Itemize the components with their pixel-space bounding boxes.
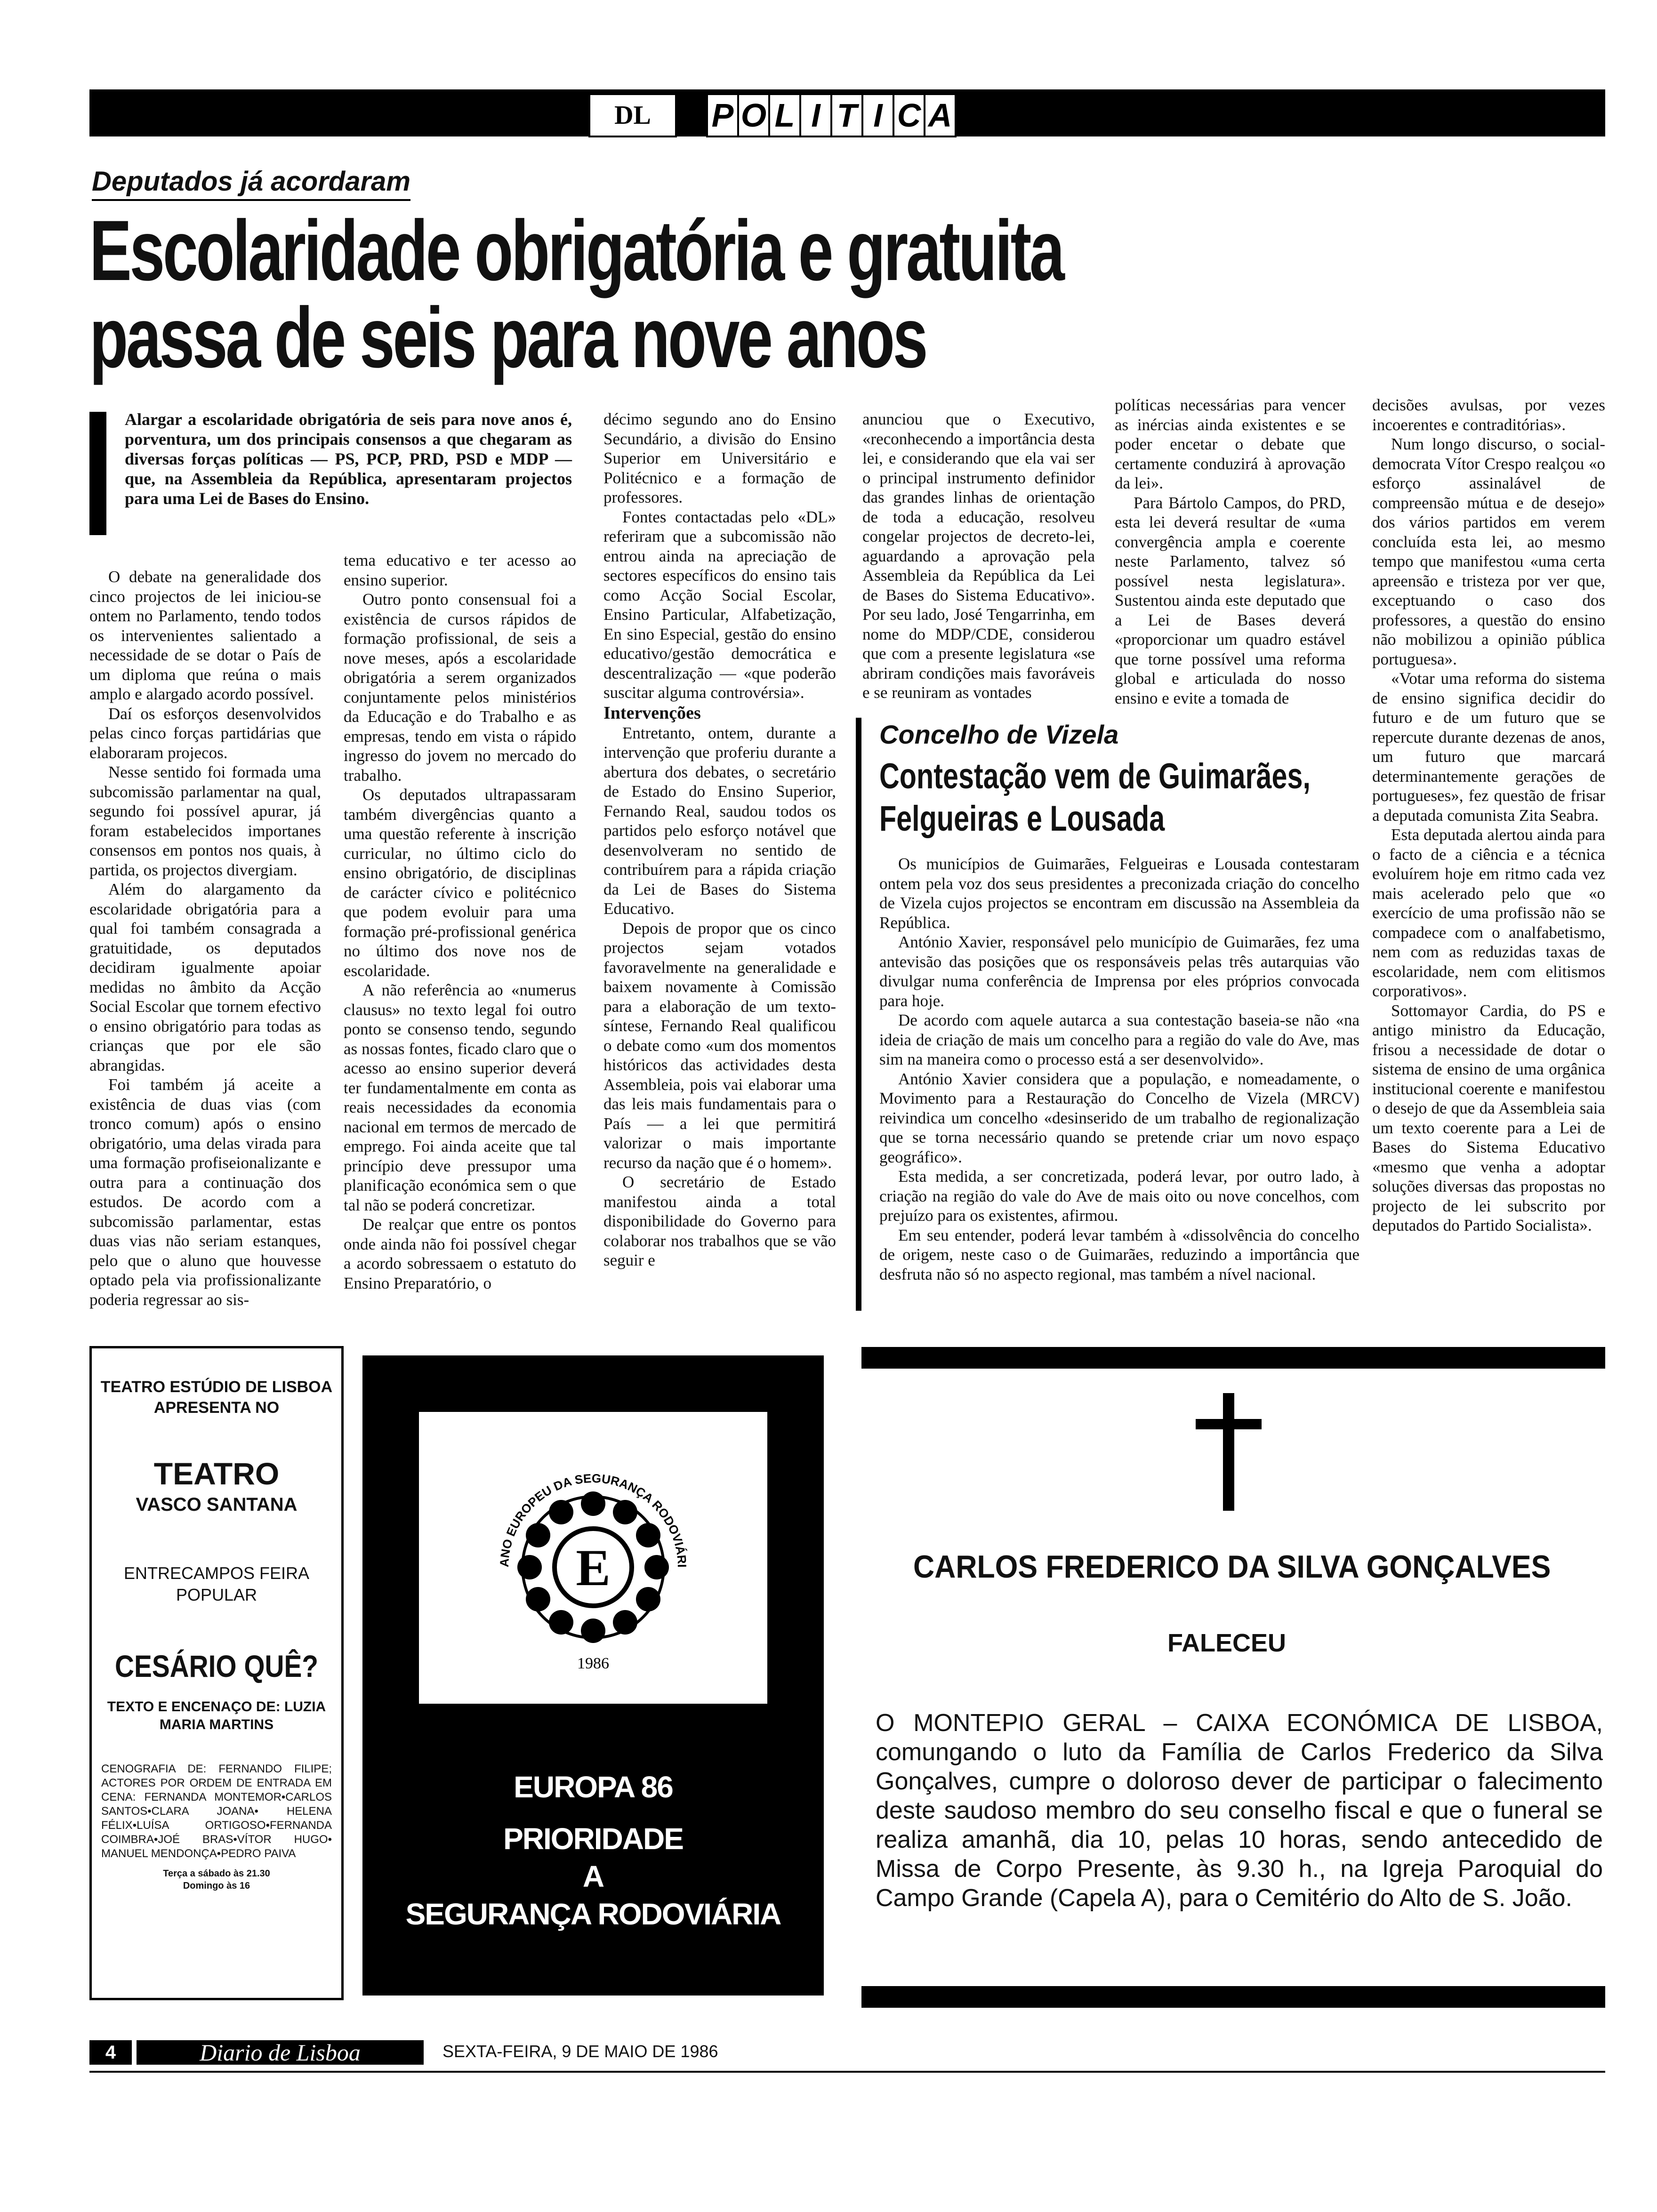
cross-icon: [1196, 1393, 1262, 1511]
paragraph: De acordo com aquele autarca a sua contestação baseia-se não «na ideia de criação de mais um concelho para a região do vale do Ave, mas sim na maneira como o processo está a ser desenvolvido».: [879, 1011, 1359, 1068]
sidebar-kicker: Concelho de Vizela: [879, 720, 1119, 749]
paragraph: António Xavier considera que a população, e nomeadamente, o Movimento para a Restauração do Concelho de Vizela (MRCV) reivindica um concelho «desinserido de um trabalho de regionalização que se torna necessário quando se pretende criar um novo espaço geográfico».: [879, 1069, 1359, 1166]
sidebar-body: [879, 854, 1359, 1284]
paragraph: De realçar que entre os pontos onde ainda não foi possível chegar a acordo sobressaem o estatuto do Ensino Preparatório, o: [344, 1215, 576, 1292]
section-letter: I: [801, 95, 832, 136]
theatre-ad-play-title: CESÁRIO QUÊ?: [114, 1649, 319, 1683]
paragraph: António Xavier, responsável pelo município de Guimarães, fez uma antevisão das posições que os responsáveis pelas três autarquias vão divulgar numa conferência de Imprensa por eles próprios convocada para hoje.: [879, 933, 1359, 1010]
section-letter: A: [928, 97, 952, 134]
road-safety-ad-line-4: SEGURANÇA RODOVIÁRIA: [405, 1897, 781, 1931]
section-letter: T: [832, 95, 863, 136]
paragraph: Fontes contactadas pelo «DL» referiram que a subcomissão não entrou ainda na apreciação de sectores específicos do ensino tais como Acção Social Escolar, Ensino Particular, Alfabetização, En sino Especial, gestão do ensino educativo/gestão democrática e descentralização — «que poderão suscitar alguma controvérsia».: [603, 507, 836, 702]
obituary-bottom-bar: [861, 1986, 1605, 2008]
article-column-2: [344, 551, 576, 1293]
paragraph: Em seu entender, poderá levar também à «dissolvência do concelho de origem, neste caso o de Guimarães, reduzindo a importância que desfruta não só no aspecto regional, mas também a nível nacional.: [879, 1226, 1359, 1283]
paragraph: Outro ponto consensual foi a existência de cursos rápidos de formação profissional, de seis a nove meses, após a escolaridade obrigatória a serem organizados conjuntamente pelos ministérios da Educação e do Trabalho e as empresas, tendo em vista o rápido ingresso do jovem no mercado do trabalho.: [344, 590, 576, 785]
headline-line-1: Escolaridade obrigatória e gratuita: [89, 202, 1063, 298]
paragraph: Foi também já aceite a existência de duas vias (com tronco comum) após o ensino obrigatório, uma delas virada para uma formação profiseionalizante e outra para a continuação dos estudos. De acordo com a subcomissão parlamentar, estas duas vias não seriam estanques, pelo que o aluno que houvesse optado pela via profissionalizante poderia regressar ao sis-: [89, 1075, 321, 1309]
article-column-6: [1372, 395, 1605, 1235]
theatre-ad-times-weekday: Terça a sábado às 21.30: [163, 1868, 270, 1879]
theatre-ad-location: ENTRECAMPOS FEIRA POPULAR: [123, 1563, 310, 1604]
theatre-ad: [89, 1346, 344, 2000]
paragraph: Nesse sentido foi formada uma subcomissão parlamentar na qual, segundo foi possível apurar, já foram estabelecidos importanes consensos em pontos nos quais, à partida, os projectos divergiam.: [89, 763, 321, 879]
road-safety-logo: [419, 1412, 767, 1704]
page-number: 4: [89, 2040, 132, 2065]
paragraph: Os deputados ultrapassaram também divergências quanto a uma questão referente à inscrição curricular, no último ciclo do ensino obrigatório, de disciplinas de carácter cívico e politécnico que podem evoluir para uma formação pré-profissional genérica no último dos nove nos de escolaridade.: [344, 785, 576, 980]
article-column-3: [603, 409, 836, 1270]
emblem-center-letter: E: [576, 1539, 611, 1596]
obituary-text: O MONTEPIO GERAL – CAIXA ECONÓMICA DE LISBOA, comungando o luto da Família de Carlos Frederico da Silva Gonçalves, cumpre o doloroso dever de participar o falecimento deste saudoso membro do seu conselho fiscal e que o funeral se realiza amanhã, dia 10, pelas 10 horas, sendo antecedido de Missa de Corpo Presente, às 9.30 h., na Igreja Paroquial do Campo Grande (Capela A), para o Cemitério do Alto de S. João.: [876, 1709, 1603, 1912]
section-letter: I: [863, 95, 894, 136]
paragraph: Depois de propor que os cinco projectos sejam votados favoravelmente na generalidade e baixem novamente à Comissão para a elaboração de um texto-síntese, Fernando Real qualificou o debate como «um dos momentos históricos das actividades desta Assembleia, pois vai elaborar uma das leis mais fundamentais para o País — a lei que permitirá valorizar o mais importante recurso da nação que é o homem».: [603, 919, 836, 1172]
paragraph: décimo segundo ano do Ensino Secundário, a divisão do Ensino Superior em Universitário e Politécnico e a formação de professores.: [603, 410, 836, 506]
emblem-year: 1986: [577, 1655, 609, 1672]
theatre-ad-presenter: TEATRO ESTÚDIO DE LISBOA APRESENTA NO: [100, 1378, 333, 1417]
paragraph: anunciou que o Executivo, «reconhecendo a importância desta lei, e considerando que ela vai ser o principal instrumento definidor das grandes linhas de orientação de toda a educação, resolveu congelar projectos de decreto-lei, aguardando a aprovação pela Assembleia da República da Lei de Bases do Sistema Educativo». Por seu lado, José Tengarrinha, em nome do MDP/CDE, considerou que com a presente legislatura «se abriram condições mais favoráveis e se reuniram as vontades: [862, 410, 1095, 702]
paragraph: decisões avulsas, por vezes incoerentes e contraditórias».: [1372, 396, 1605, 434]
obituary-name: CARLOS FREDERICO DA SILVA GONÇALVES: [913, 1549, 1551, 1585]
headline-line-2: passa de seis para nove anos: [89, 289, 926, 385]
paragraph: Além do alargamento da escolaridade obrigatória para a qual foi também consagrada a gratuitidade, os deputados decidiram igualmente apoiar medidas no âmbito da Acção Social Escolar que tornem efectivo o ensino obrigatório para todas as crianças que por ele são abrangidas.: [89, 880, 321, 1074]
paragraph: Entretanto, ontem, durante a intervenção que proferiu durante a abertura dos debates, o secretário de Estado do Ensino Superior, Fernando Real, saudou todos os partidos pelo esforço notável que desenvolveram no sentido de contribuírem para a rápida criação da Lei de Bases do Sistema Educativo.: [603, 723, 836, 918]
paragraph: O debate na generalidade dos cinco projectos de lei iniciou-se ontem no Parlamento, tendo todos os intervenientes salientado a necessidade de se dotar o País de um diploma que reúna o mais amplo e alargado acordo possível.: [89, 568, 321, 703]
sidebar-headline-line-1: Contestação vem de Guimarães,: [879, 756, 1311, 796]
masthead: Diario de Lisboa: [137, 2040, 424, 2065]
paragraph: Esta deputada alertou ainda para o facto de a ciência e a técnica evoluírem hoje em ritmo cada vez mais acelerado pelo que «o exercício de uma profissão não se compadece com o analfabetismo, nem com as reduzidas taxas de escolaridade, nem com elitismos corporativos».: [1372, 825, 1605, 1000]
road-safety-ad-line-2: PRIORIDADE: [503, 1822, 683, 1856]
paragraph: Esta medida, a ser concretizada, poderá levar, por outro lado, à criação na região do vale do Ave de mais oito ou nove concelhos, com prejuízo para os existentes, afirmou.: [879, 1167, 1359, 1225]
article-lead: Alargar a escolaridade obrigatória de seis para nove anos é, porventura, um dos principais consensos a que chegaram as diversas forças políticas — PS, PCP, PRD, PSD e MDP — que, na Assembleia da República, apresentaram projectos para uma Lei de Bases do Ensino.: [125, 410, 572, 508]
issue-date: SEXTA-FEIRA, 9 DE MAIO DE 1986: [442, 2042, 718, 2061]
paragraph: Os municípios de Guimarães, Felgueiras e Lousada contestaram ontem pela voz dos seus presidentes a preconizada criação do concelho de Vizela cujos projectos se encontram em discussão na Assembleia da República.: [879, 855, 1359, 932]
paragraph: políticas necessárias para vencer as inércias ainda existentes e se poder encetar o debate que certamente conduzirá à aprovação da lei».: [1115, 396, 1345, 492]
road-safety-ad-line-3: A: [582, 1859, 604, 1893]
obituary-top-bar: [861, 1347, 1605, 1369]
article-column-4: [862, 409, 1095, 703]
emblem-ring-text: ANO EUROPEU DA SEGURANÇA RODOVIÁRI: [497, 1471, 690, 1568]
theatre-ad-author: TEXTO E ENCENAÇO DE: LUZIA MARIA MARTINS: [107, 1699, 326, 1732]
sidebar-bar: [856, 718, 861, 1311]
article-kicker: Deputados já acordaram: [92, 166, 410, 201]
section-letter: P: [708, 95, 739, 136]
dl-logo: DL: [588, 93, 677, 137]
lead-initial-bar: [89, 412, 106, 535]
road-safety-ad-line-1: EUROPA 86: [514, 1770, 673, 1804]
paragraph: «Votar uma reforma do sistema de ensino significa decidir do futuro e de um futuro que se repercute durante dezenas de anos, um futuro que marcará determinantemente gerações de portugueses», fez questão de frisar a deputada comunista Zita Seabra.: [1372, 669, 1605, 825]
paragraph: Sottomayor Cardia, do PS e antigo ministro da Educação, frisou a necessidade de dotar o sistema de ensino de uma orgânica institucional coerente e manifestou o desejo de que da Assembleia saia um texto coerente para a Lei de Bases do Sistema Educativo «mesmo que venha a adoptar soluções diversas das propostas no projecto de lei subscrito por deputados do Partido Socialista».: [1372, 1001, 1605, 1234]
paragraph: Daí os esforços desenvolvidos pelas cinco forças partidárias que elaboraram projecos.: [89, 704, 321, 762]
theatre-ad-venue: TEATRO: [153, 1456, 280, 1491]
paragraph: Para Bártolo Campos, do PRD, esta lei deverá resultar de «uma convergência ampla e coerente neste Parlamento, talvez só possível nesta legislatura». Sustentou ainda este deputado que a Lei de Bases deverá «proporcionar um quadro estável que torne possível uma reforma global e articulada do nosso ensino e evite a tomada de: [1115, 493, 1345, 707]
section-letter: O: [739, 95, 770, 136]
sidebar-headline-line-2: Felgueiras e Lousada: [879, 799, 1165, 839]
paragraph: O secretário de Estado manifestou ainda a total disponibilidade do Governo para colaborar nos trabalhos que se vão seguir e: [603, 1173, 836, 1269]
section-letter: L: [770, 95, 801, 136]
article-headline: [89, 202, 1063, 385]
paragraph: tema educativo e ter acesso ao ensino superior.: [344, 551, 576, 589]
footer-rule: [89, 2071, 1605, 2073]
obituary-status: FALECEU: [1167, 1629, 1287, 1657]
section-letter: C: [894, 95, 925, 136]
section-label: [706, 93, 957, 137]
theatre-ad-credits: CENOGRAFIA DE: FERNANDO FILIPE; ACTORES POR ORDEM DE ENTRADA EM CENA: FERNANDA MONTEMOR•CARLOS SANTOS•CLARA JOANA• HELENA FÉLIX•LUÍSA ORTIGOSO•FERNANDA COIMBRA•JOÉ BRAS•VÍTOR HUGO• MANUEL MENDONÇA•PEDRO PAIVA: [101, 1763, 332, 1860]
article-column-5: [1115, 395, 1345, 708]
paragraph: Num longo discurso, o social-democrata Vítor Crespo realçou «o esforço assinalável de compreensão mútua e de desejo» dos vários partidos em verem concluída esta lei, ao mesmo tempo que manifestou «uma certa apreensão e tristeza por ver que, exceptuando o caso dos professores, a questão do ensino não mobilizou a opinião pública portuguesa».: [1372, 435, 1605, 668]
paragraph: A não referência ao «numerus clausus» no texto legal foi outro ponto se consenso tendo, segundo as nossas fontes, ficado claro que o acesso ao ensino superior deverá ter fundamentalmente em conta as reais necessidades da economia nacional em termos de mercado de emprego. Foi ainda aceite que tal princípio deve pressupor uma planificação económica sem o que tal não se poderá concretizar.: [344, 981, 576, 1214]
article-column-1: [89, 567, 321, 1309]
road-safety-ad: [362, 1355, 824, 1996]
theatre-ad-venue-name: VASCO SANTANA: [136, 1494, 298, 1515]
theatre-ad-times-sunday: Domingo às 16: [183, 1881, 250, 1891]
subheading-intervencoes: Intervenções: [603, 703, 701, 723]
sidebar-headline: [879, 755, 1311, 840]
road-safety-emblem-icon: [419, 1412, 767, 1704]
